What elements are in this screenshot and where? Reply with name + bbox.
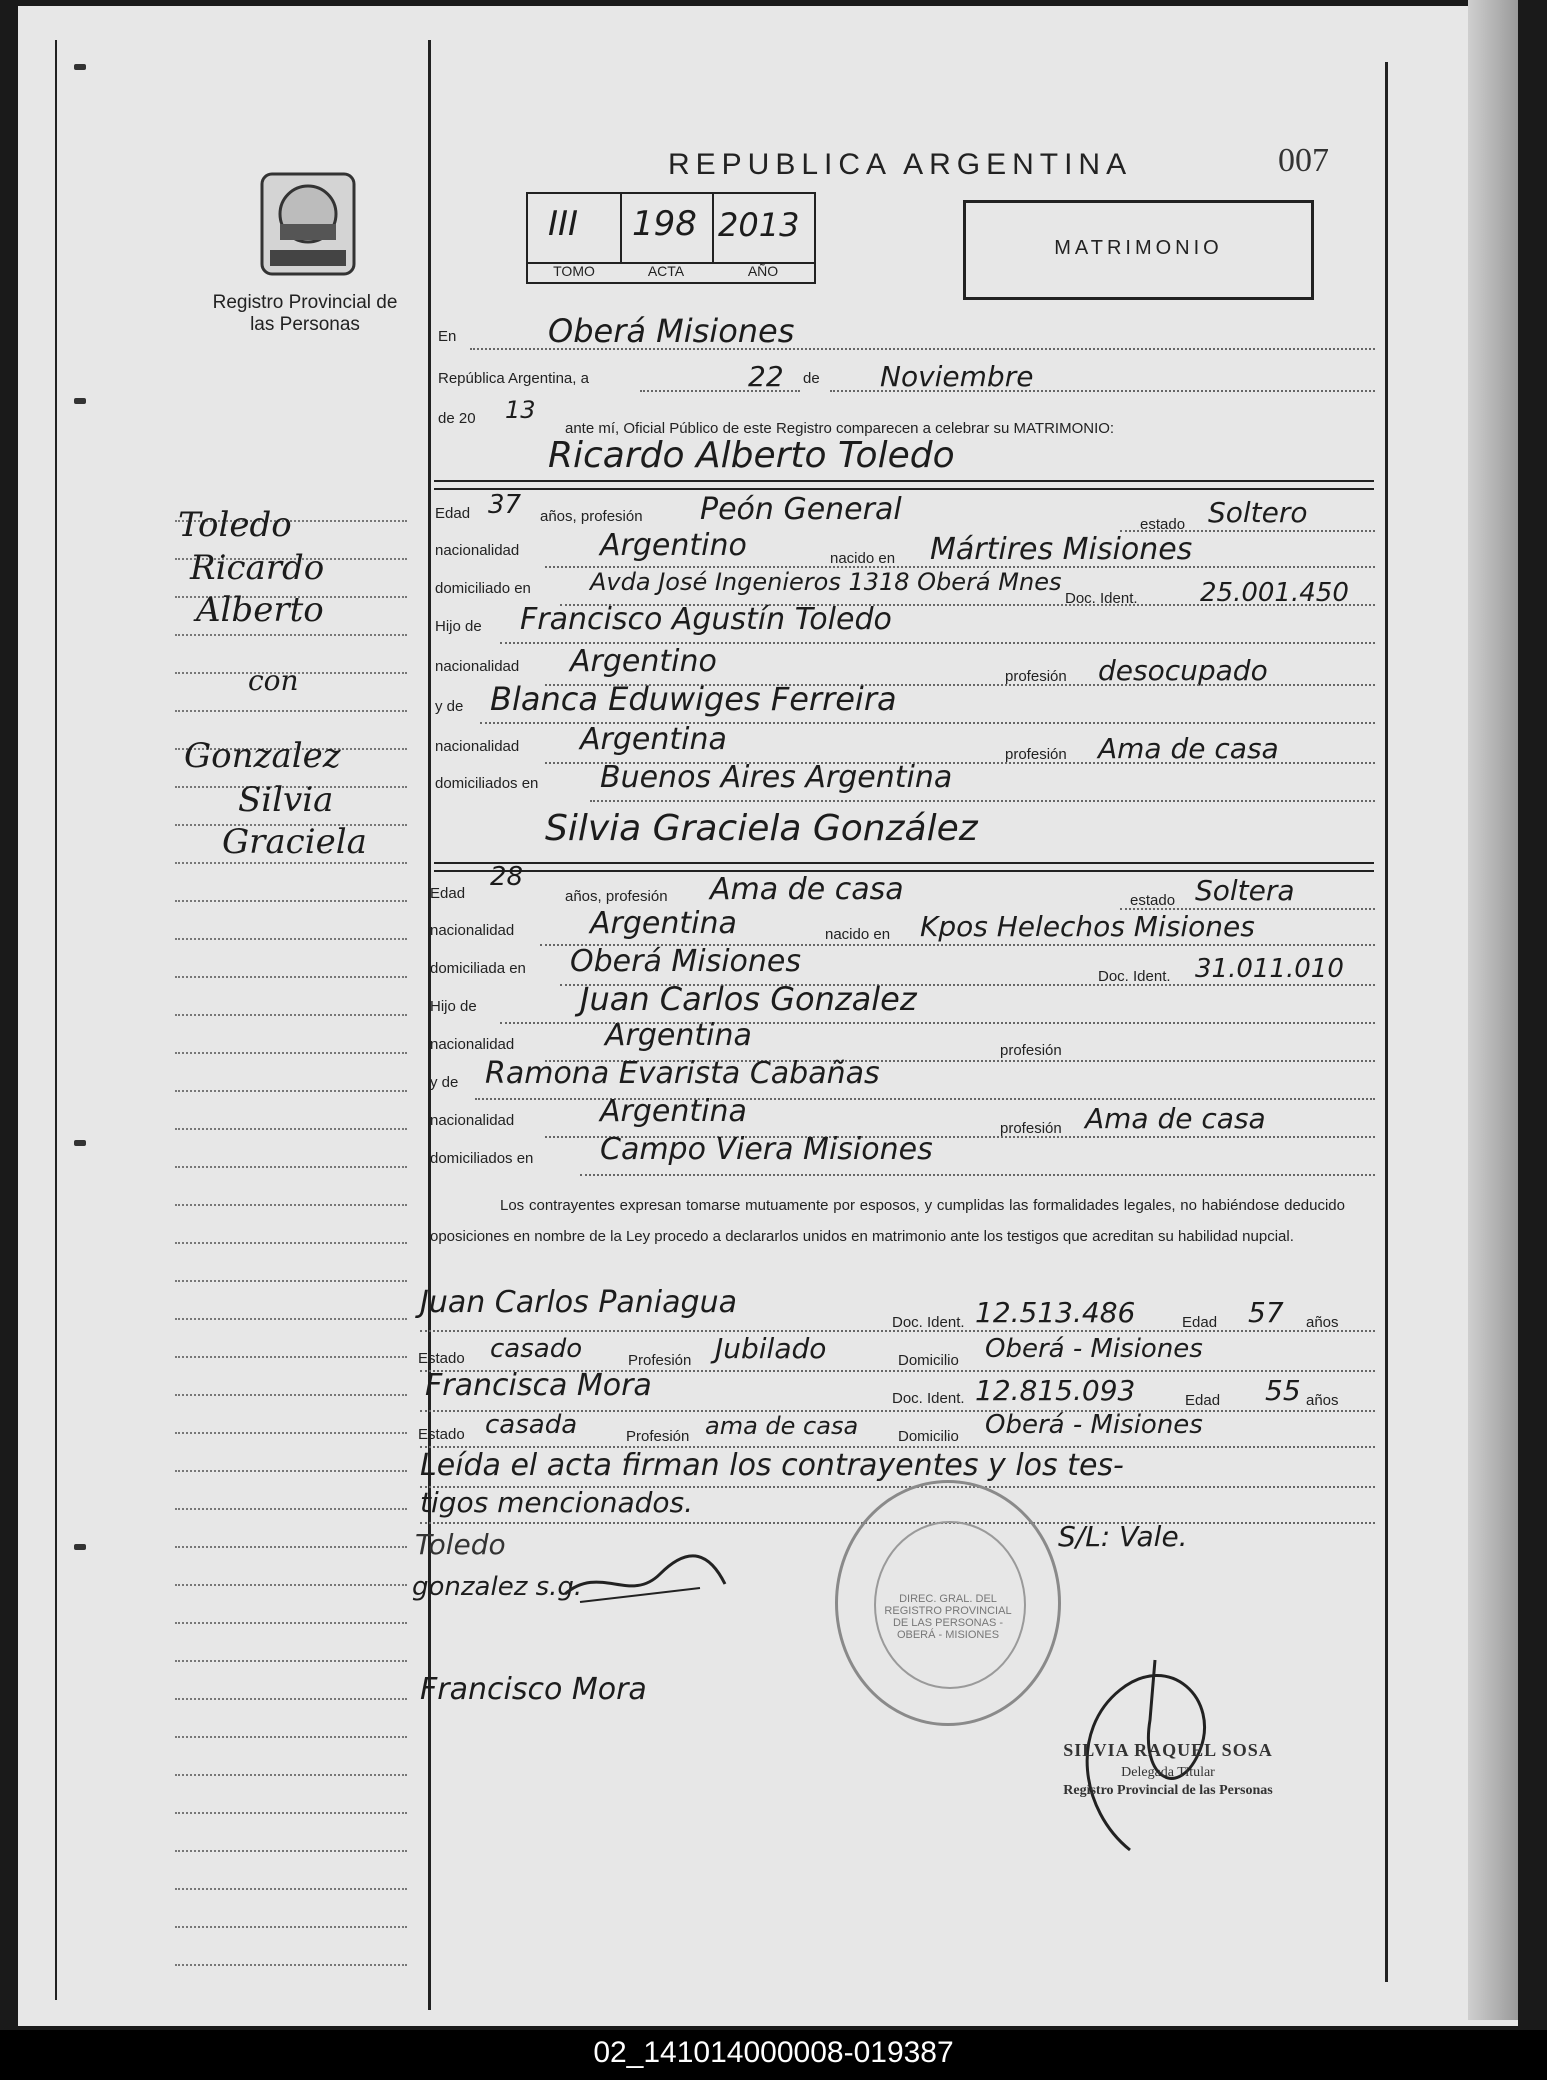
witness2-dom-label: Domicilio [898, 1428, 959, 1445]
groom-profesion-label: años, profesión [540, 508, 643, 525]
binder-hole [74, 64, 86, 70]
witness2-name: Francisca Mora [425, 1368, 652, 1403]
marriage-year: 13 [505, 396, 536, 424]
groom-father-nationality: Argentino [570, 644, 717, 679]
country-header: REPUBLICA ARGENTINA [668, 148, 1133, 181]
tomo-value: III [548, 204, 579, 244]
margin-ruled-line [175, 862, 407, 864]
binder-hole [74, 1140, 86, 1146]
margin-divider [428, 40, 431, 2010]
seal-text: DIREC. GRAL. DEL REGISTRO PROVINCIAL DE LAS PERSONAS - OBERÁ - MISIONES [884, 1593, 1012, 1641]
margin-ruled-line [175, 1546, 407, 1548]
republica-label: República Argentina, a [438, 370, 589, 387]
groom-profesion: Peón General [700, 492, 902, 527]
witness1-dom-label: Domicilio [898, 1352, 959, 1369]
signature-groom: Toledo [415, 1528, 506, 1561]
binder-hole [74, 1544, 86, 1550]
margin-ruled-line [175, 1698, 407, 1700]
bride-mother: Ramona Evarista Cabañas [485, 1056, 880, 1091]
official-seal [835, 1480, 1061, 1726]
marriage-day: 22 [748, 360, 784, 393]
bride-domicilio: Oberá Misiones [570, 944, 802, 979]
official-name: SILVIA RAQUEL SOSA [1063, 1740, 1273, 1760]
groom-mother-nac-label: nacionalidad [435, 738, 520, 755]
witness1-prof-label: Profesión [628, 1352, 692, 1369]
record-type-box [963, 200, 1314, 300]
groom-mother-nationality: Argentina [580, 722, 727, 757]
margin-ruled-line [175, 1394, 407, 1396]
groom-parents-dom-label: domiciliados en [435, 775, 539, 792]
witness1-anos-label: años [1306, 1314, 1339, 1331]
declaration-text: Los contrayentes expresan tomarse mutuamente por esposos, y cumplidas las formalidades legales, no habiéndose deducido oposiciones en nombre de la Ley procedo a declararlos unidos en matrimonio ante los testigos que acreditan su habilidad nupcial. [430, 1197, 1345, 1245]
margin-ruled-line [175, 1242, 407, 1244]
margin-ruled-line [175, 976, 407, 978]
bride-father-prof-label: profesión [1000, 1042, 1062, 1059]
registry-name: Registro Provincial de las Personas [212, 292, 398, 335]
bride-mother-profession: Ama de casa [1085, 1102, 1266, 1135]
right-border [1385, 62, 1388, 1982]
margin-ruled-line [175, 1622, 407, 1624]
dotted-line [420, 1330, 1375, 1332]
witness2-estado: casada [485, 1410, 578, 1440]
bride-estado: Soltera [1195, 874, 1295, 907]
witness1-estado: casado [490, 1334, 583, 1364]
margin-note-line: Graciela [222, 822, 367, 862]
groom-mother: Blanca Eduwiges Ferreira [490, 680, 897, 718]
dotted-line [580, 1174, 1375, 1176]
witness2-domicilio: Oberá - Misiones [985, 1410, 1203, 1440]
groom-mother-prof-label: profesión [1005, 746, 1067, 763]
witness2-anos-label: años [1306, 1392, 1339, 1409]
bride-estado-label: estado [1130, 892, 1176, 909]
groom-domicilio-label: domiciliado en [435, 580, 531, 597]
tomo-label: TOMO [553, 263, 595, 279]
margin-ruled-line [175, 1584, 407, 1586]
witness2-edad-label: Edad [1185, 1392, 1221, 1409]
witness2-doc-label: Doc. Ident. [892, 1390, 965, 1407]
rule [434, 870, 1374, 872]
margin-ruled-line [175, 900, 407, 902]
margin-ruled-line [175, 1432, 407, 1434]
bride-mother-prof-label: profesión [1000, 1120, 1062, 1137]
groom-doc-label: Doc. Ident. [1065, 590, 1138, 607]
margin-ruled-line [175, 938, 407, 940]
signature-scribble-icon [560, 1544, 730, 1614]
groom-edad-label: Edad [435, 505, 471, 522]
groom-birthplace: Mártires Misiones [930, 532, 1193, 567]
margin-ruled-line [175, 1128, 407, 1130]
intro-text: ante mí, Oficial Público de este Registro comparecen a celebrar su MATRIMONIO: [565, 420, 1115, 437]
margin-ruled-line [175, 1204, 407, 1206]
closing-line-2: tigos mencionados. [420, 1486, 693, 1519]
witness2-profesion: ama de casa [705, 1412, 859, 1440]
groom-name: Ricardo Alberto Toledo [548, 435, 955, 476]
witness2-estado-label: Estado [418, 1426, 465, 1443]
groom-edad: 37 [488, 490, 522, 520]
witness1-estado-label: Estado [418, 1350, 465, 1367]
bride-profesion: Ama de casa [710, 872, 904, 907]
dotted-line [590, 800, 1375, 802]
official-office: Registro Provincial de las Personas [1063, 1783, 1273, 1798]
groom-nacionalidad-label: nacionalidad [435, 542, 520, 559]
bride-mother-nac-label: nacionalidad [430, 1112, 515, 1129]
bride-yde-label: y de [430, 1074, 459, 1091]
de-label: de [803, 370, 820, 387]
margin-ruled-line [175, 1964, 407, 1966]
margin-ruled-line [175, 1812, 407, 1814]
binder-line [55, 40, 57, 2000]
margin-ruled-line [175, 1774, 407, 1776]
official-stamp [1038, 1740, 1298, 1799]
groom-yde-label: y de [435, 698, 464, 715]
margin-note-line: Alberto [196, 590, 324, 630]
bride-doc: 31.011.010 [1195, 954, 1344, 984]
acta-value: 198 [632, 204, 697, 244]
scan-identifier: 02_141014000008-019387 [593, 2036, 954, 2069]
record-number-box [526, 192, 816, 284]
bride-birthplace: Kpos Helechos Misiones [920, 910, 1255, 943]
anio-label: AÑO [747, 263, 779, 279]
groom-father: Francisco Agustín Toledo [520, 602, 892, 637]
groom-domicilio: Avda José Ingenieros 1318 Oberá Mnes [590, 568, 1062, 596]
groom-estado-label: estado [1140, 516, 1186, 533]
margin-ruled-line [175, 1014, 407, 1016]
margin-note-line: Gonzalez [184, 736, 341, 776]
margin-ruled-line [175, 1508, 407, 1510]
groom-father-prof-label: profesión [1005, 668, 1067, 685]
rule [434, 488, 1374, 490]
signature-bride: gonzalez s.g. [412, 1572, 583, 1602]
groom-nacionalidad: Argentino [600, 528, 747, 563]
signature-witness2: Francisco Mora [420, 1672, 647, 1707]
bride-profesion-label: años, profesión [565, 888, 668, 905]
margin-ruled-line [175, 1850, 407, 1852]
closing-line-1: Leída el acta firman los contrayentes y los tes- [420, 1448, 1124, 1483]
bride-parents-dom-label: domiciliados en [430, 1150, 534, 1167]
groom-parents-domicile: Buenos Aires Argentina [600, 760, 953, 795]
margin-note-line: Toledo [178, 505, 292, 545]
witness1-name: Juan Carlos Paniagua [420, 1285, 737, 1320]
bride-father: Juan Carlos Gonzalez [580, 980, 917, 1018]
binder-hole [74, 398, 86, 404]
bride-name: Silvia Graciela González [545, 808, 978, 849]
bride-nacionalidad: Argentina [590, 906, 737, 941]
groom-doc: 25.001.450 [1200, 578, 1349, 608]
bride-edad: 28 [490, 862, 524, 892]
witness1-profesion: Jubilado [715, 1332, 827, 1365]
witness2-doc: 12.815.093 [975, 1374, 1136, 1407]
witness2-prof-label: Profesión [626, 1428, 690, 1445]
margin-ruled-line [175, 1470, 407, 1472]
marriage-place: Oberá Misiones [548, 312, 795, 350]
groom-nacido-label: nacido en [830, 550, 896, 567]
witness2-edad: 55 [1265, 1374, 1301, 1407]
bride-nacido-label: nacido en [825, 926, 891, 943]
margin-ruled-line [175, 1090, 407, 1092]
misiones-coat-of-arms-icon [258, 170, 358, 278]
margin-note-line: con [248, 664, 299, 697]
page-edge-shadow [1468, 0, 1518, 2020]
rule [434, 480, 1374, 482]
witness1-edad-label: Edad [1182, 1314, 1218, 1331]
acta-label: ACTA [647, 263, 685, 279]
bride-parents-domicile: Campo Viera Misiones [600, 1132, 933, 1167]
margin-ruled-line [175, 710, 407, 712]
witness1-domicilio: Oberá - Misiones [985, 1334, 1203, 1364]
record-type: MATRIMONIO [1054, 237, 1223, 259]
bride-doc-label: Doc. Ident. [1098, 968, 1171, 985]
margin-ruled-line [175, 1318, 407, 1320]
witness1-doc: 12.513.486 [975, 1296, 1136, 1329]
witness1-doc-label: Doc. Ident. [892, 1314, 965, 1331]
en-label: En [438, 328, 457, 345]
witness1-edad: 57 [1248, 1296, 1284, 1329]
bride-edad-label: Edad [430, 885, 466, 902]
salvedad-vale: S/L: Vale. [1058, 1520, 1188, 1553]
margin-ruled-line [175, 634, 407, 636]
year-label: de 20 [438, 410, 476, 427]
groom-estado: Soltero [1208, 496, 1308, 529]
margin-ruled-line [175, 1888, 407, 1890]
anio-value: 2013 [718, 206, 800, 244]
marriage-month: Noviembre [880, 360, 1034, 393]
bride-father-nationality: Argentina [605, 1018, 752, 1053]
groom-mother-profession: Ama de casa [1098, 732, 1279, 765]
rule [434, 862, 1374, 864]
groom-father-nac-label: nacionalidad [435, 658, 520, 675]
bride-hijo-label: Hijo de [430, 998, 477, 1015]
page-number: 007 [1278, 142, 1329, 179]
margin-ruled-line [175, 1736, 407, 1738]
bride-father-nac-label: nacionalidad [430, 1036, 515, 1053]
official-title: Delegada Titular [1121, 1765, 1215, 1780]
margin-ruled-line [175, 1660, 407, 1662]
margin-ruled-line [175, 1356, 407, 1358]
margin-ruled-line [175, 1052, 407, 1054]
margin-ruled-line [175, 1166, 407, 1168]
margin-note-line: Ricardo [190, 548, 325, 588]
groom-father-profession: desocupado [1098, 654, 1268, 687]
margin-note-line: Silvia [238, 780, 334, 820]
bride-domicilio-label: domiciliada en [430, 960, 526, 977]
margin-ruled-line [175, 1926, 407, 1928]
margin-ruled-line [175, 1280, 407, 1282]
bride-nacionalidad-label: nacionalidad [430, 922, 515, 939]
groom-hijo-label: Hijo de [435, 618, 482, 635]
bride-mother-nationality: Argentina [600, 1094, 747, 1129]
